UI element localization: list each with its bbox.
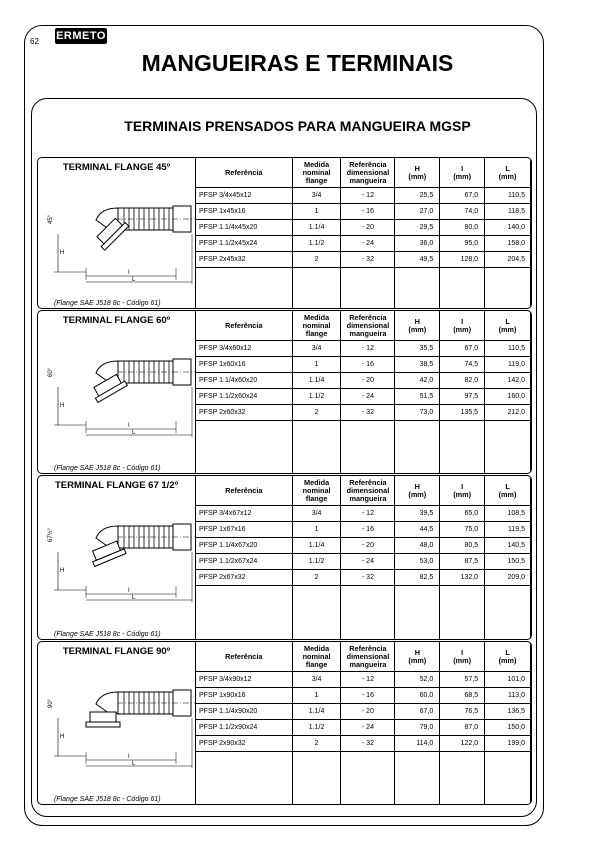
table-cell: 113,0 [485, 688, 531, 704]
spec-table [195, 475, 531, 640]
table-cell: 142,0 [485, 373, 531, 389]
column-header: Referência dimensional mangueira [341, 158, 395, 188]
table-cell: - 24 [341, 236, 395, 252]
table-cell: 158,0 [485, 236, 531, 252]
table-cell [485, 268, 531, 310]
table-cell: 73,0 [395, 405, 440, 421]
table-cell: 38,5 [395, 357, 440, 373]
fitting-drawing [46, 660, 196, 770]
terminal-section [37, 475, 532, 640]
table-filler-row [196, 268, 531, 310]
table-row [196, 538, 531, 554]
table-row [196, 720, 531, 736]
table-row [196, 704, 531, 720]
angle-label: 67½° [48, 527, 54, 542]
table-cell [341, 421, 395, 475]
table-cell [292, 752, 341, 806]
table-cell: - 24 [341, 720, 395, 736]
table-cell: 101,0 [485, 672, 531, 688]
table-cell: 119,5 [485, 522, 531, 538]
table-cell: 1 [292, 522, 341, 538]
table-cell: - 16 [341, 357, 395, 373]
column-header: Referência dimensional mangueira [341, 311, 395, 341]
section-title: TERMINAL FLANGE 45º [62, 162, 171, 173]
table-cell: 27,0 [395, 204, 440, 220]
table-cell: - 24 [341, 554, 395, 570]
table-cell [485, 752, 531, 806]
table-cell: - 24 [341, 389, 395, 405]
flange-note: (Flange SAE J518 8c - Código 61) [54, 631, 161, 638]
column-header: Referência [196, 311, 293, 341]
table-cell: PFSP 1x67x16 [196, 522, 293, 538]
table-row [196, 522, 531, 538]
table-cell: - 12 [341, 188, 395, 204]
table-cell: 135,5 [440, 405, 485, 421]
table-cell: 97,5 [440, 389, 485, 405]
table-cell: 2 [292, 570, 341, 586]
table-row [196, 204, 531, 220]
table-cell: 51,5 [395, 389, 440, 405]
table-cell: - 20 [341, 704, 395, 720]
table-row [196, 341, 531, 357]
table-cell: 1 [292, 357, 341, 373]
table-cell: - 16 [341, 522, 395, 538]
table-cell: - 20 [341, 373, 395, 389]
section-heading: TERMINAIS PRENSADOS PARA MANGUEIRA MGSP [124, 118, 471, 134]
table-cell: 204,5 [485, 252, 531, 268]
table-cell: 57,5 [440, 672, 485, 688]
table-cell: - 12 [341, 506, 395, 522]
table-cell: 150,0 [485, 720, 531, 736]
table-cell: 114,0 [395, 736, 440, 752]
table-cell [485, 421, 531, 475]
column-header: I (mm) [440, 158, 485, 188]
column-header: Referência [196, 158, 293, 188]
table-cell: 80,5 [440, 538, 485, 554]
column-header: H (mm) [395, 158, 440, 188]
table-cell: 42,0 [395, 373, 440, 389]
svg-text:H: H [60, 568, 65, 574]
svg-text:L: L [132, 277, 136, 283]
page-number: 62 [30, 37, 39, 46]
table-cell: 3/4 [292, 341, 341, 357]
column-header: Medida nominal flange [292, 311, 341, 341]
column-header: H (mm) [395, 642, 440, 672]
table-row [196, 389, 531, 405]
table-cell: 3/4 [292, 672, 341, 688]
table-row [196, 688, 531, 704]
table-cell [395, 421, 440, 475]
table-cell [440, 586, 485, 641]
table-header-row [196, 642, 531, 672]
table-cell: 82,5 [395, 570, 440, 586]
column-header: Referência dimensional mangueira [341, 476, 395, 506]
table-cell: PFSP 3/4x60x12 [196, 341, 293, 357]
column-header: I (mm) [440, 476, 485, 506]
table-cell [395, 752, 440, 806]
table-cell [292, 421, 341, 475]
table-cell: 68,5 [440, 688, 485, 704]
svg-text:H: H [60, 250, 65, 256]
table-cell: 95,0 [440, 236, 485, 252]
table-cell: 75,0 [440, 522, 485, 538]
table-row [196, 220, 531, 236]
svg-text:L: L [132, 595, 136, 601]
table-cell: 49,5 [395, 252, 440, 268]
table-cell [440, 752, 485, 806]
angle-label: 60° [48, 367, 54, 377]
table-cell: 1.1/2 [292, 389, 341, 405]
table-cell: 1.1/2 [292, 720, 341, 736]
svg-text:I: I [128, 588, 130, 594]
table-header-row [196, 311, 531, 341]
table-cell: PFSP 1.1/2x90x24 [196, 720, 293, 736]
table-cell: PFSP 1.1/2x45x24 [196, 236, 293, 252]
table-cell: PFSP 1.1/4x45x20 [196, 220, 293, 236]
table-cell: 87,5 [440, 554, 485, 570]
table-cell: 110,5 [485, 188, 531, 204]
table-cell: 3/4 [292, 188, 341, 204]
table-cell: 140,5 [485, 538, 531, 554]
svg-text:I: I [128, 423, 130, 429]
section-title: TERMINAL FLANGE 60º [62, 315, 171, 326]
flange-note: (Flange SAE J518 8c - Código 61) [54, 300, 161, 307]
table-cell [395, 268, 440, 310]
section-title: TERMINAL FLANGE 90º [62, 646, 171, 657]
svg-text:L: L [132, 430, 136, 436]
table-cell: 150,5 [485, 554, 531, 570]
column-header: L (mm) [485, 158, 531, 188]
table-cell: PFSP 2x60x32 [196, 405, 293, 421]
table-cell: 119,0 [485, 357, 531, 373]
table-cell: 140,0 [485, 220, 531, 236]
column-header: Referência dimensional mangueira [341, 642, 395, 672]
svg-text:H: H [60, 403, 65, 409]
table-cell: PFSP 3/4x45x12 [196, 188, 293, 204]
table-cell [341, 586, 395, 641]
column-header: I (mm) [440, 642, 485, 672]
table-cell: 65,0 [440, 506, 485, 522]
table-cell: - 32 [341, 405, 395, 421]
column-header: Medida nominal flange [292, 642, 341, 672]
table-cell: 118,5 [485, 204, 531, 220]
column-header: Referência [196, 642, 293, 672]
table-cell: - 16 [341, 688, 395, 704]
table-cell: 1.1/4 [292, 220, 341, 236]
table-cell: 80,0 [440, 220, 485, 236]
table-header-row [196, 476, 531, 506]
fitting-drawing [46, 329, 196, 439]
table-cell: - 12 [341, 672, 395, 688]
table-cell: 67,0 [440, 341, 485, 357]
table-row [196, 405, 531, 421]
table-cell: 2 [292, 252, 341, 268]
table-cell: - 32 [341, 252, 395, 268]
table-cell: 128,0 [440, 252, 485, 268]
table-cell: PFSP 1x45x16 [196, 204, 293, 220]
table-cell: 25,5 [395, 188, 440, 204]
table-cell [485, 586, 531, 641]
svg-text:H: H [60, 734, 65, 740]
fitting-drawing [46, 176, 196, 286]
table-cell [196, 268, 293, 310]
table-cell: 1.1/2 [292, 236, 341, 252]
table-cell: PFSP 2x67x32 [196, 570, 293, 586]
table-cell: 1 [292, 688, 341, 704]
table-cell: PFSP 1.1/4x90x20 [196, 704, 293, 720]
table-cell: - 20 [341, 538, 395, 554]
column-header: H (mm) [395, 311, 440, 341]
flange-note: (Flange SAE J518 8c - Código 61) [54, 796, 161, 803]
table-cell: 52,0 [395, 672, 440, 688]
ermeto-logo: ERMETO [56, 30, 106, 42]
table-cell: PFSP 1.1/2x67x24 [196, 554, 293, 570]
table-header-row [196, 158, 531, 188]
table-cell: 60,0 [395, 688, 440, 704]
table-cell: - 20 [341, 220, 395, 236]
column-header: I (mm) [440, 311, 485, 341]
table-cell: 110,5 [485, 341, 531, 357]
page-title: MANGUEIRAS E TERMINAIS [141, 50, 454, 76]
table-cell: 48,0 [395, 538, 440, 554]
table-cell [341, 752, 395, 806]
column-header: L (mm) [485, 476, 531, 506]
angle-label: 45° [48, 214, 54, 224]
table-cell: 3/4 [292, 506, 341, 522]
table-cell: PFSP 1.1/4x67x20 [196, 538, 293, 554]
table-cell: PFSP 1x60x16 [196, 357, 293, 373]
table-cell: PFSP 2x45x32 [196, 252, 293, 268]
table-cell [196, 421, 293, 475]
spec-table [195, 157, 531, 309]
table-cell: 87,0 [440, 720, 485, 736]
column-header: Referência [196, 476, 293, 506]
table-cell: 29,5 [395, 220, 440, 236]
table-cell: - 16 [341, 204, 395, 220]
table-row [196, 236, 531, 252]
table-cell: 67,0 [395, 704, 440, 720]
terminal-section [37, 310, 532, 474]
table-cell [440, 421, 485, 475]
terminal-section [37, 641, 532, 805]
table-row [196, 506, 531, 522]
table-cell [395, 586, 440, 641]
table-cell [292, 586, 341, 641]
table-cell: 44,5 [395, 522, 440, 538]
table-cell [196, 752, 293, 806]
table-filler-row [196, 586, 531, 641]
table-cell [196, 586, 293, 641]
table-cell: 74,5 [440, 357, 485, 373]
column-header: L (mm) [485, 642, 531, 672]
table-cell [292, 268, 341, 310]
table-cell: - 32 [341, 736, 395, 752]
terminal-section [37, 157, 532, 309]
svg-text:I: I [128, 270, 130, 276]
table-cell: 74,0 [440, 204, 485, 220]
column-header: Medida nominal flange [292, 158, 341, 188]
table-cell: 136,5 [485, 704, 531, 720]
table-cell: - 32 [341, 570, 395, 586]
svg-text:L: L [132, 761, 136, 767]
table-cell: 1.1/4 [292, 373, 341, 389]
table-row [196, 554, 531, 570]
table-cell: - 12 [341, 341, 395, 357]
table-row [196, 570, 531, 586]
column-header: L (mm) [485, 311, 531, 341]
table-cell: 132,0 [440, 570, 485, 586]
table-cell: PFSP 2x90x32 [196, 736, 293, 752]
table-row [196, 188, 531, 204]
table-cell: 2 [292, 736, 341, 752]
table-filler-row [196, 421, 531, 475]
table-cell: 209,0 [485, 570, 531, 586]
table-cell: 160,0 [485, 389, 531, 405]
fitting-drawing [46, 494, 196, 604]
spec-table [195, 641, 531, 805]
table-cell: 53,0 [395, 554, 440, 570]
table-cell: 108,5 [485, 506, 531, 522]
table-cell: PFSP 1.1/2x60x24 [196, 389, 293, 405]
table-cell: PFSP 1.1/4x60x20 [196, 373, 293, 389]
table-filler-row [196, 752, 531, 806]
table-cell: 67,0 [440, 188, 485, 204]
table-cell: PFSP 3/4x90x12 [196, 672, 293, 688]
table-cell: 1.1/4 [292, 538, 341, 554]
column-header: Medida nominal flange [292, 476, 341, 506]
table-cell [341, 268, 395, 310]
table-cell: 1 [292, 204, 341, 220]
table-cell: 1.1/2 [292, 554, 341, 570]
table-cell: PFSP 1x90x16 [196, 688, 293, 704]
spec-table [195, 310, 531, 474]
svg-text:I: I [128, 754, 130, 760]
table-cell: 2 [292, 405, 341, 421]
table-row [196, 357, 531, 373]
table-cell: PFSP 3/4x67x12 [196, 506, 293, 522]
table-cell: 82,0 [440, 373, 485, 389]
table-cell: 39,5 [395, 506, 440, 522]
table-cell: 1.1/4 [292, 704, 341, 720]
table-cell: 212,0 [485, 405, 531, 421]
table-cell: 79,0 [395, 720, 440, 736]
table-row [196, 373, 531, 389]
column-header: H (mm) [395, 476, 440, 506]
table-row [196, 736, 531, 752]
table-row [196, 672, 531, 688]
table-cell: 122,0 [440, 736, 485, 752]
section-title: TERMINAL FLANGE 67 1/2º [54, 480, 179, 491]
table-cell: 199,0 [485, 736, 531, 752]
table-cell: 35,5 [395, 341, 440, 357]
angle-label: 90° [48, 698, 54, 708]
table-row [196, 252, 531, 268]
table-cell: 36,0 [395, 236, 440, 252]
flange-note: (Flange SAE J518 8c - Código 61) [54, 465, 161, 472]
table-cell: 76,5 [440, 704, 485, 720]
table-cell [440, 268, 485, 310]
